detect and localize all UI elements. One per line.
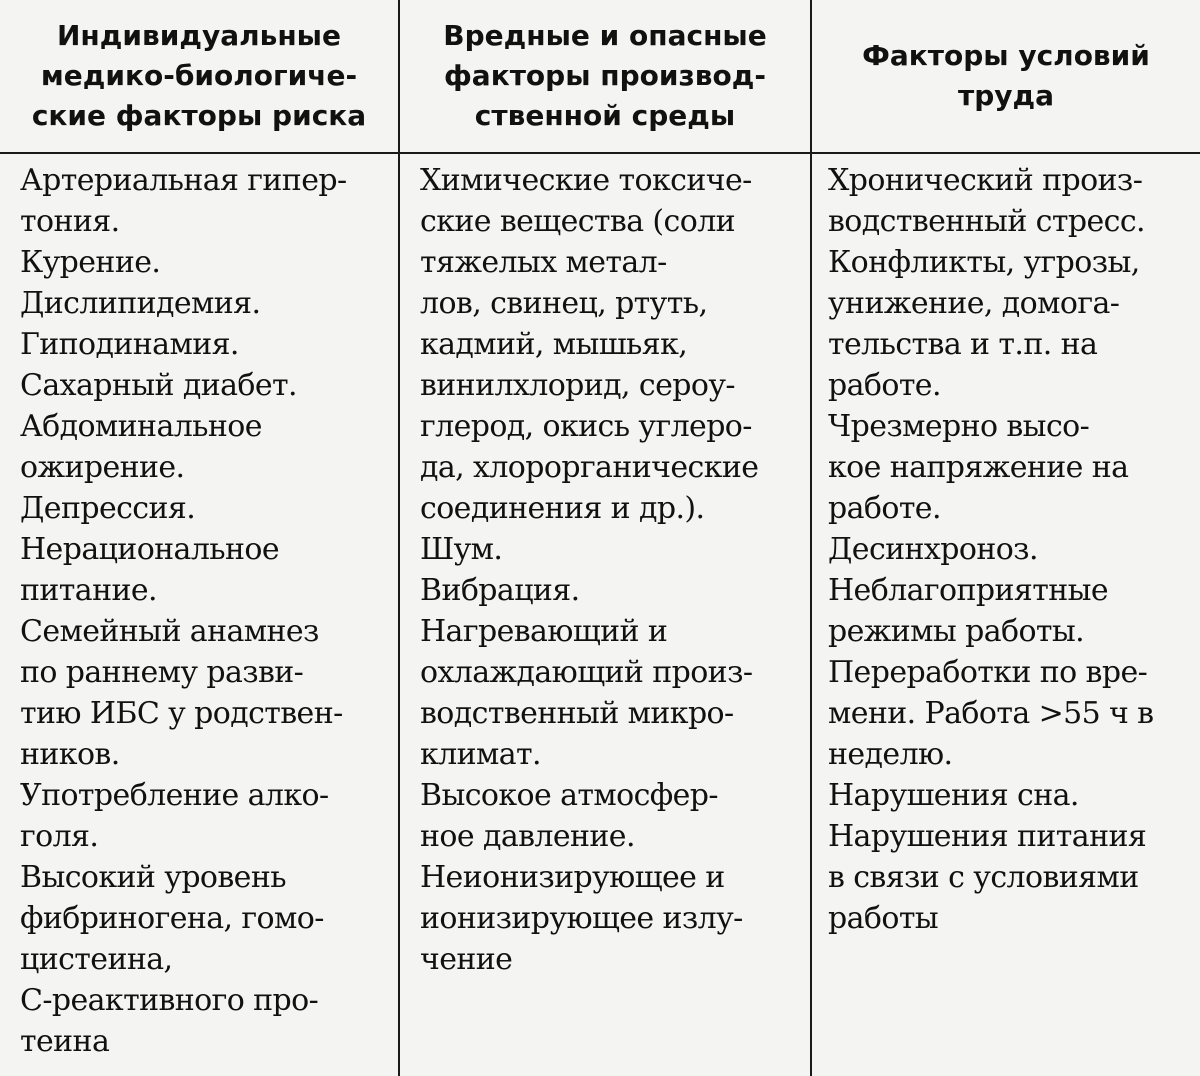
header-text: Факторы условий труда (862, 39, 1150, 112)
column-individual-factors: Артериальная гипер- тония. Курение. Дислипидемия. Гиподинамия. Сахарный диабет. Абдоминальное ожирение. Депрессия. Нерациональное питание. Семейный анамнез по раннему разви- тию ИБС у родствен- ников. Употребление алко- голя. Высокий уровень фибриногена, гомо- цистеина, С-реактивного про- теина (20, 163, 347, 1059)
header-cell-environment-factors (400, 0, 810, 152)
column-divider (398, 0, 400, 1076)
header-text: Вредные и опасные факторы производ- ственной среды (443, 19, 767, 132)
column-divider (810, 0, 812, 1076)
header-text: Индивидуальные медико-биологиче- ские факторы риска (31, 19, 367, 132)
header-cell-work-conditions (812, 0, 1200, 152)
header-divider (0, 152, 1200, 154)
column-environment-factors: Химические токсиче- ские вещества (соли тяжелых метал- лов, свинец, ртуть, кадмий, мышьяк, винилхлорид, сероу- глерод, окись углеро- да, хлорорганические соединения и др.). Шум. Вибрация. Нагревающий и охлаждающий произ- водственный микро- климат. Высокое атмосфер- ное давление. Неионизирующее и ионизирующее излу- чение (420, 163, 759, 977)
header-cell-individual-factors (0, 0, 398, 152)
column-work-conditions: Хронический произ- водственный стресс. Конфликты, угрозы, унижение, домога- тельства и т.п. на работе. Чрезмерно высо- кое напряжение на работе. Десинхроноз. Неблагоприятные режимы работы. Переработки по вре- мени. Работа >55 ч в неделю. Нарушения сна. Нарушения питания в связи с условиями работы (828, 163, 1154, 936)
